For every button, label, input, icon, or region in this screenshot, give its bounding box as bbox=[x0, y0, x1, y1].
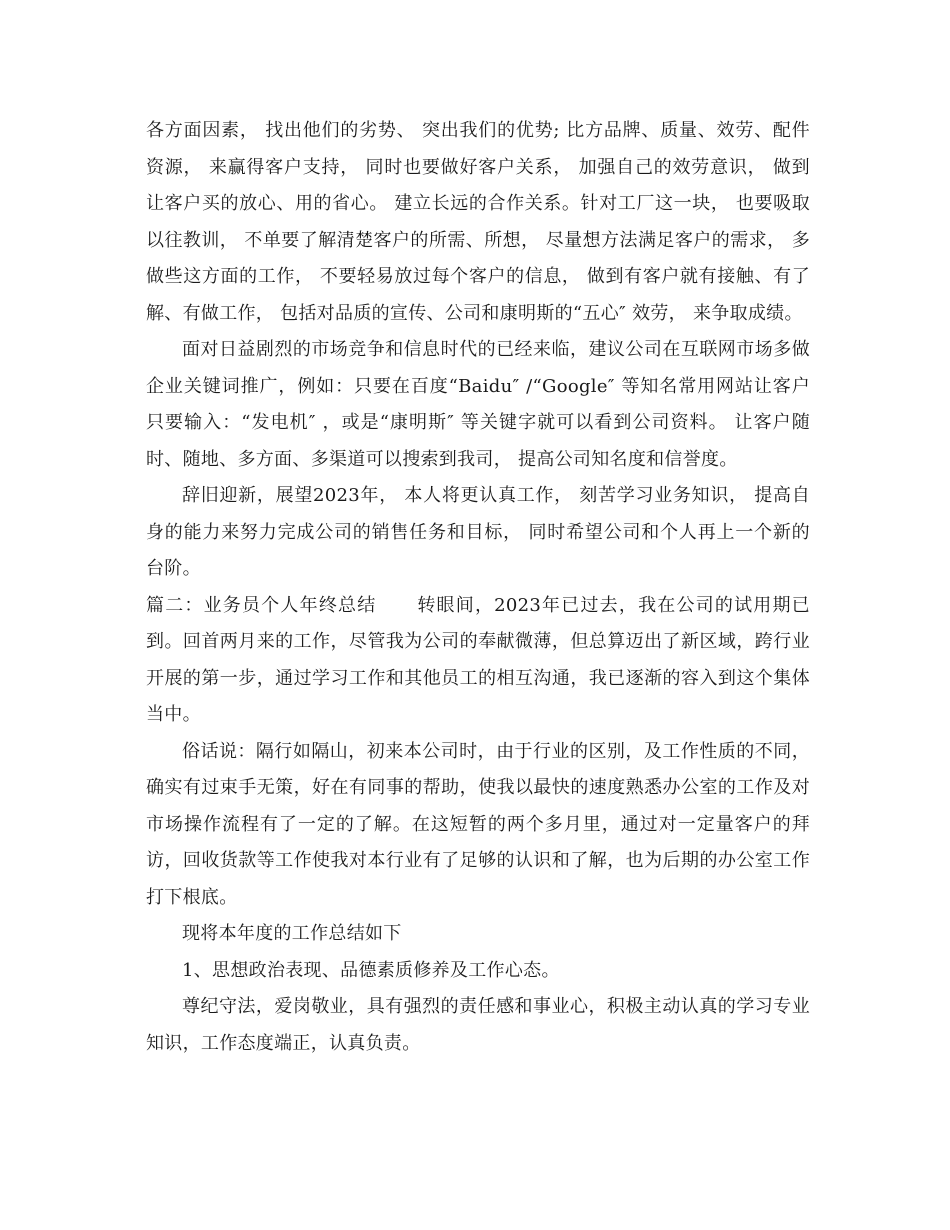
paragraph: 尊纪守法，爱岗敬业，具有强烈的责任感和事业心，积极主动认真的学习专业知识，工作态度端正，认真负责。 bbox=[146, 996, 810, 1054]
section-intro: 转眼间，2023年已过去，我在公司的试用期已到。回首两月来的工作，尽管我为公司的奉献微薄，但总算迈出了新区域，跨行业开展的第一步，通过学习工作和其他员工的相互沟通，我已逐渐的容入到这个集体当中。 bbox=[146, 594, 810, 725]
paragraph: 现将本年度的工作总结如下 bbox=[182, 923, 402, 944]
section-heading: 篇二：业务员个人年终总结 bbox=[146, 594, 377, 616]
paragraph: 辞旧迎新，展望2023年， 本人将更认真工作， 刻苦学习业务知识， 提高自身的能力来努力完成公司的销售任务和目标， 同时希望公司和个人再上一个新的台阶。 bbox=[146, 485, 810, 579]
paragraph: 各方面因素， 找出他们的劣势、 突出我们的优势; 比方品牌、质量、效劳、配件资源， 来赢得客户支持， 同时也要做好客户关系， 加强自己的效劳意识， 做到让客户买的放心、用的省心。 建立长远的合作关系。针对工厂这一块， 也要吸取以往教训， 不单要了解清楚客户的所需、所想， 尽量想方法满足客户的需求， 多做些这方面的工作， 不要轻易放过每个客户的信息， 做到有客户就有接触、有了解、有做工作， 包括对品质的宣传、公司和康明斯的“五心″ 效劳， 来争取成绩。 bbox=[146, 120, 810, 324]
section-paragraph bbox=[146, 588, 810, 734]
document-body bbox=[146, 113, 810, 1062]
paragraph: 俗话说：隔行如隔山，初来本公司时，由于行业的区别，及工作性质的不同，确实有过束手无策，好在有同事的帮助，使我以最快的速度熟悉办公室的工作及对市场操作流程有了一定的了解。在这短暂的两个多月里，通过对一定量客户的拜访，回收货款等工作使我对本行业有了足够的认识和了解，也为后期的办公室工作打下根底。 bbox=[146, 740, 810, 908]
paragraph: 1、思想政治表现、品德素质修养及工作心态。 bbox=[182, 959, 560, 981]
paragraph: 面对日益剧烈的市场竞争和信息时代的已经来临，建议公司在互联网市场多做企业关键词推广，例如：只要在百度“Baidu″ /“Google″ 等知名常用网站让客户只要输入：“发电机″ ，或是“康明斯″ 等关键字就可以看到公司资料。 让客户随时、随地、多方面、多渠道可以搜索到我司， 提高公司知名度和信誉度。 bbox=[146, 339, 810, 470]
